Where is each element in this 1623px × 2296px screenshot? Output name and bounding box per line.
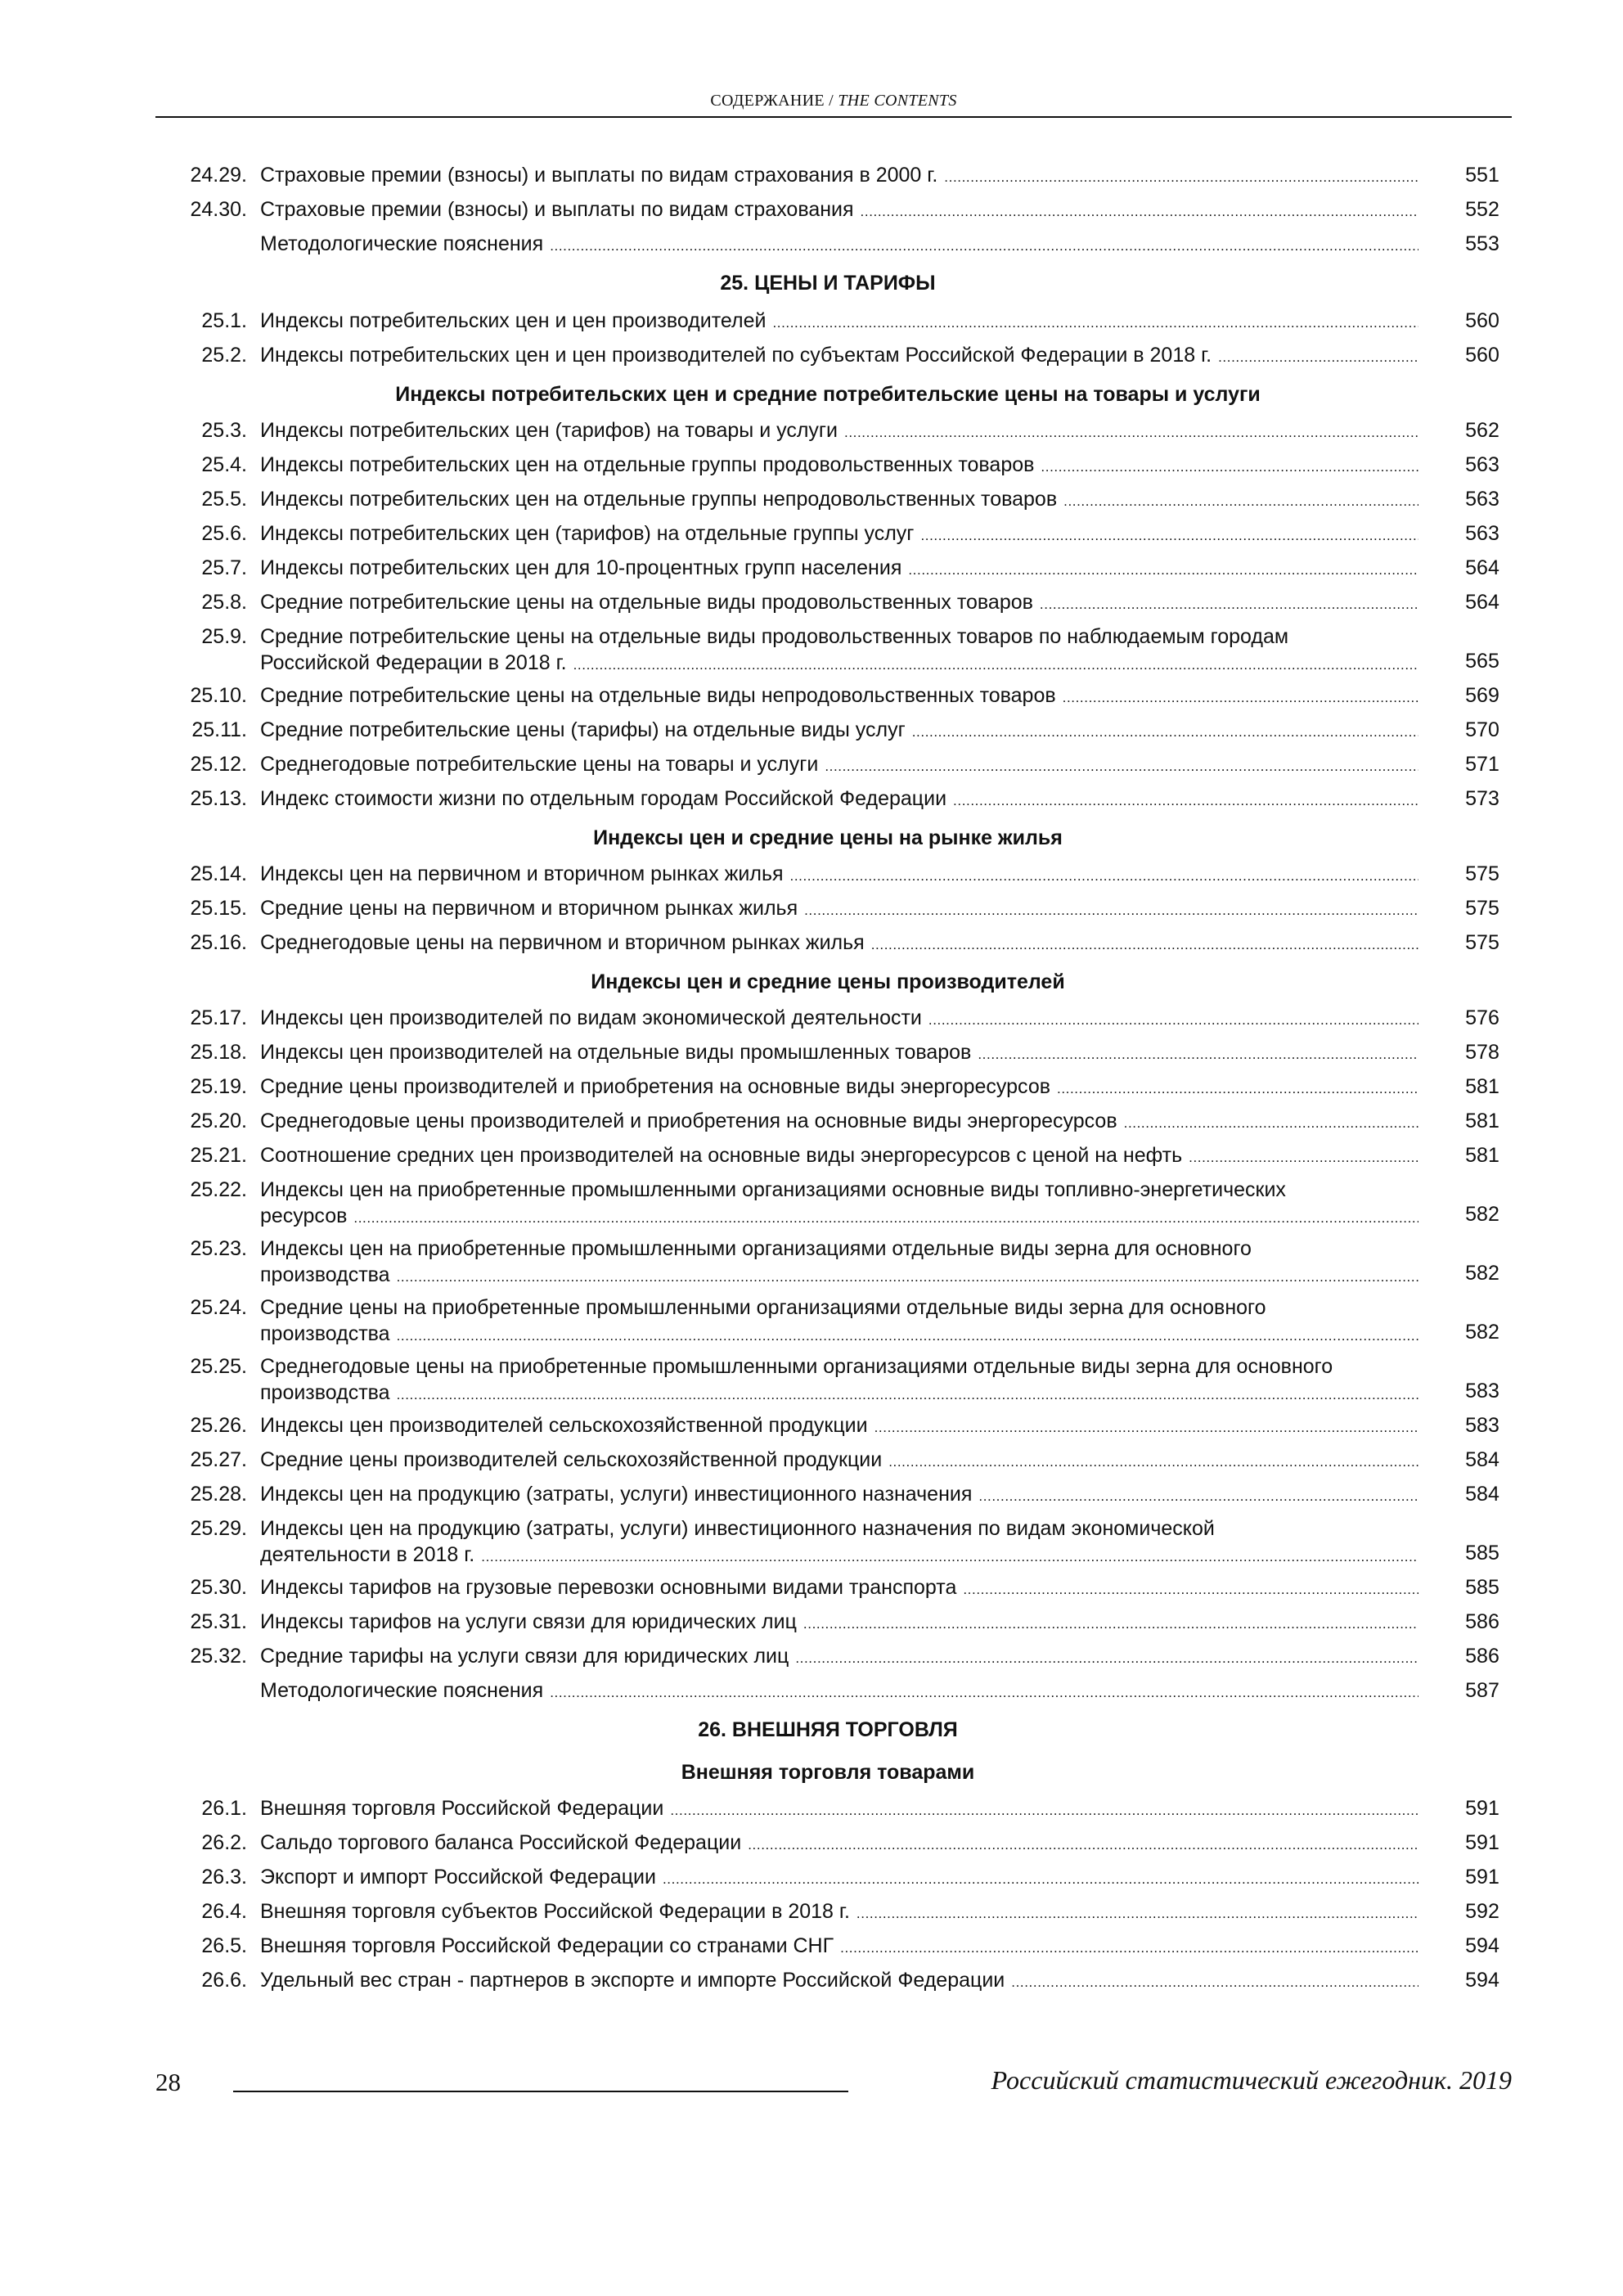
entry-number: 26.6. [201,1969,247,1992]
toc-entry[interactable] [0,231,1623,265]
dot-leader [1011,1970,1418,1996]
entry-title: Средние потребительские цены на отдельные виды продовольственных товаров [260,591,1033,614]
dot-leader [944,164,1418,191]
entry-page: 591 [1465,1797,1499,1820]
entry-title: Индексы потребительских цен (тарифов) на отдельные группы услуг [260,522,915,545]
toc-entry[interactable] [0,1005,1623,1039]
entry-number: 25.18. [190,1041,247,1064]
dot-leader [748,1832,1418,1858]
dot-leader [963,1577,1418,1603]
entry-title: Индексы цен на продукцию (затраты, услуги) инвестиционного назначения [260,1483,973,1506]
entry-title: Средние тарифы на услуги связи для юридических лиц [260,1645,789,1668]
dot-leader [874,1415,1418,1441]
entry-title: Внешняя торговля Российской Федерации со странами СНГ [260,1934,834,1957]
dot-leader [1040,592,1418,618]
entry-page: 563 [1465,453,1499,476]
entry-title: Внешняя торговля субъектов Российской Федерации в 2018 г. [260,1900,850,1923]
entry-number: 25.4. [201,453,247,476]
dot-leader [928,1007,1418,1033]
entry-page: 563 [1465,488,1499,511]
dot-leader [1218,344,1418,371]
entry-number: 25.28. [190,1483,247,1506]
entry-title: Индексы цен производителей на отдельные виды промышленных товаров [260,1041,972,1064]
entry-title: Индексы цен на первичном и вторичном рынках жилья [260,862,784,885]
entry-number: 25.27. [190,1448,247,1471]
entry-number: 25.20. [190,1110,247,1132]
entry-page: 575 [1465,862,1499,885]
entry-title-line1: Индексы цен на приобретенные промышленными организациями основные виды топливно-энергетических [260,1178,1286,1201]
toc-entry[interactable] [0,1609,1623,1643]
entry-title: деятельности в 2018 г. [260,1543,475,1566]
dot-leader [397,1323,1418,1349]
entry-title: Внешняя торговля Российской Федерации [260,1797,664,1820]
entry-page: 586 [1465,1610,1499,1633]
header-en: THE CONTENTS [838,92,957,110]
entry-page: 575 [1465,897,1499,920]
dot-leader [353,1205,1418,1231]
entry-number: 25.26. [190,1414,247,1437]
entry-page: 564 [1465,556,1499,579]
dot-leader [908,557,1418,583]
header-ru: СОДЕРЖАНИЕ / [710,92,838,110]
entry-number: 25.21. [190,1144,247,1167]
entry-number: 25.12. [190,753,247,776]
entry-title: Средние потребительские цены на отдельные виды непродовольственных товаров [260,684,1056,707]
entry-title: Среднегодовые потребительские цены на товары и услуги [260,753,819,776]
dot-leader [1124,1110,1418,1137]
dot-leader [920,523,1418,549]
entry-page: 592 [1465,1900,1499,1923]
toc-entry[interactable] [0,1177,1623,1236]
toc-entry[interactable] [0,1412,1623,1447]
entry-title: Индексы потребительских цен на отдельные группы продовольственных товаров [260,453,1035,476]
dot-leader [1063,488,1418,515]
entry-number: 25.8. [201,591,247,614]
entry-title: Страховые премии (взносы) и выплаты по видам страхования [260,198,854,221]
entry-page: 583 [1465,1414,1499,1437]
entry-page: 570 [1465,718,1499,741]
entry-title: ресурсов [260,1204,348,1227]
dot-leader [663,1866,1418,1893]
entry-title: Страховые премии (взносы) и выплаты по видам страхования в 2000 г. [260,164,938,187]
dot-leader [978,1042,1418,1068]
entry-number: 24.30. [190,198,247,221]
entry-page: 581 [1465,1075,1499,1098]
toc-entry[interactable] [0,717,1623,751]
section-heading: Индексы потребительских цен и средние потребительские цены на товары и услуги [395,383,1261,406]
entry-number: 25.24. [190,1296,247,1319]
dot-leader [856,1901,1418,1927]
entry-number: 26.4. [201,1900,247,1923]
entry-title: Индексы потребительских цен и цен производителей [260,309,767,332]
entry-number: 25.2. [201,344,247,367]
entry-page: 586 [1465,1645,1499,1668]
entry-number: 25.32. [190,1645,247,1668]
entry-page: 585 [1465,1542,1499,1564]
dot-leader [550,1680,1418,1706]
entry-page: 576 [1465,1006,1499,1029]
dot-leader [481,1544,1418,1570]
entry-title: Индексы потребительских цен и цен производителей по субъектам Российской Федерации в 2018 г. [260,344,1212,367]
chapter-heading: 25. ЦЕНЫ И ТАРИФЫ [720,272,936,295]
toc-entry[interactable] [0,682,1623,717]
entry-number: 26.1. [201,1797,247,1820]
entry-title-line1: Средние цены на приобретенные промышленными организациями отдельные виды зерна для основного [260,1296,1266,1319]
entry-title-line1: Индексы цен на приобретенные промышленными организациями отдельные виды зерна для основного [260,1237,1252,1260]
dot-leader [861,199,1418,225]
toc-entry[interactable] [0,486,1623,520]
entry-number: 25.15. [190,897,247,920]
entry-number: 25.10. [190,684,247,707]
publication-title: Российский статистический ежегодник. 2019 [991,2065,1512,2095]
toc-entry[interactable] [0,589,1623,624]
toc-entry[interactable] [0,1294,1623,1353]
dot-leader [790,863,1418,889]
entry-title: Индексы цен производителей сельскохозяйственной продукции [260,1414,868,1437]
toc-entry[interactable] [0,1677,1623,1712]
entry-number: 25.19. [190,1075,247,1098]
entry-title: Индексы потребительских цен (тарифов) на товары и услуги [260,419,838,442]
entry-page: 582 [1465,1321,1499,1344]
dot-leader [804,898,1418,924]
toc-entry[interactable] [0,1967,1623,2001]
toc-entry[interactable] [0,1353,1623,1412]
toc-entry[interactable] [0,342,1623,376]
entry-number: 25.30. [190,1576,247,1599]
entry-title: производства [260,1263,390,1286]
dot-leader [1063,685,1418,711]
entry-number: 25.31. [190,1610,247,1633]
toc-entry[interactable] [0,1142,1623,1177]
toc-entry[interactable] [0,1447,1623,1481]
footer-rule [233,2091,848,2092]
dot-leader [795,1645,1418,1672]
header-rule [155,116,1512,118]
entry-page: 594 [1465,1969,1499,1992]
entry-title: Соотношение средних цен производителей на основные виды энергоресурсов с ценой на нефть [260,1144,1183,1167]
entry-number: 25.25. [190,1355,247,1378]
entry-page: 585 [1465,1576,1499,1599]
entry-page: 583 [1465,1380,1499,1402]
entry-page: 560 [1465,309,1499,332]
entry-number: 25.14. [190,862,247,885]
entry-title: Удельный вес стран - партнеров в экспорте и импорте Российской Федерации [260,1969,1005,1992]
toc-entry[interactable] [0,1830,1623,1864]
dot-leader [772,310,1418,336]
entry-page: 587 [1465,1679,1499,1702]
entry-number: 24.29. [190,164,247,187]
toc-entry[interactable] [0,1515,1623,1574]
toc-entry[interactable] [0,1933,1623,1967]
entry-number: 25.13. [190,787,247,810]
toc-entry[interactable] [0,1074,1623,1108]
entry-number: 25.23. [190,1237,247,1260]
entry-title: производства [260,1322,390,1345]
entry-number: 25.16. [190,931,247,954]
entry-number: 26.5. [201,1934,247,1957]
dot-leader [825,754,1418,780]
entry-title: Среднегодовые цены на первичном и вторичном рынках жилья [260,931,865,954]
entry-title-line1: Средние потребительские цены на отдельные виды продовольственных товаров по наблюдаемым городам [260,625,1289,648]
dot-leader [670,1798,1418,1824]
dot-leader [1041,454,1418,480]
entry-page: 563 [1465,522,1499,545]
toc-entry[interactable] [0,555,1623,589]
dot-leader [978,1483,1418,1510]
toc-entry[interactable] [0,196,1623,231]
entry-number: 25.11. [191,718,247,741]
section-heading: Внешняя торговля товарами [681,1761,975,1784]
entry-title: Сальдо торгового баланса Российской Федерации [260,1831,742,1854]
entry-title: Индекс стоимости жизни по отдельным городам Российской Федерации [260,787,947,810]
dot-leader [912,719,1418,745]
entry-page: 582 [1465,1262,1499,1285]
table-of-contents [0,162,1623,2001]
entry-page: 575 [1465,931,1499,954]
entry-number: 26.3. [201,1866,247,1889]
toc-entry[interactable] [0,1795,1623,1830]
dot-leader [871,932,1418,958]
entry-page: 562 [1465,419,1499,442]
toc-entry[interactable] [0,1643,1623,1677]
toc-entry[interactable] [0,786,1623,820]
toc-entry[interactable] [0,1864,1623,1898]
dot-leader [840,1935,1418,1961]
entry-page: 552 [1465,198,1499,221]
toc-entry[interactable] [0,1039,1623,1074]
entry-number: 25.3. [201,419,247,442]
toc-entry[interactable] [0,417,1623,452]
entry-number: 25.5. [201,488,247,511]
toc-entry[interactable] [0,1108,1623,1142]
toc-entry[interactable] [0,861,1623,895]
entry-number: 25.7. [201,556,247,579]
entry-title: Средние цены на первичном и вторичном рынках жилья [260,897,798,920]
entry-page: 560 [1465,344,1499,367]
entry-title: Средние цены производителей и приобретения на основные виды энергоресурсов [260,1075,1051,1098]
dot-leader [397,1382,1418,1408]
entry-number: 25.17. [190,1006,247,1029]
entry-title-line1: Среднегодовые цены на приобретенные промышленными организациями отдельные виды зерна для основного [260,1355,1333,1378]
entry-page: 564 [1465,591,1499,614]
entry-page: 578 [1465,1041,1499,1064]
toc-entry[interactable] [0,624,1623,682]
toc-entry[interactable] [0,1236,1623,1294]
page-number: 28 [155,2068,181,2096]
entry-page: 551 [1465,164,1499,187]
dot-leader [573,652,1418,678]
entry-title: Индексы потребительских цен для 10-процентных групп населения [260,556,902,579]
toc-entry[interactable] [0,1481,1623,1515]
toc-entry[interactable] [0,1574,1623,1609]
entry-title: Средние потребительские цены (тарифы) на отдельные виды услуг [260,718,906,741]
entry-title: производства [260,1381,390,1404]
entry-title: Экспорт и импорт Российской Федерации [260,1866,656,1889]
dot-leader [953,788,1418,814]
entry-page: 582 [1465,1203,1499,1226]
entry-page: 584 [1465,1448,1499,1471]
dot-leader [1189,1145,1418,1171]
entry-number: 26.2. [201,1831,247,1854]
toc-entry[interactable] [0,1898,1623,1933]
entry-page: 565 [1465,650,1499,673]
entry-title: Индексы тарифов на грузовые перевозки основными видами транспорта [260,1576,957,1599]
entry-page: 591 [1465,1831,1499,1854]
entry-number: 25.29. [190,1517,247,1540]
chapter-heading: 26. ВНЕШНЯЯ ТОРГОВЛЯ [698,1718,958,1741]
entry-title: Индексы потребительских цен на отдельные группы непродовольственных товаров [260,488,1058,511]
entry-title: Методологические пояснения [260,232,544,255]
entry-page: 553 [1465,232,1499,255]
toc-entry[interactable] [0,751,1623,786]
dot-leader [397,1264,1418,1290]
dot-leader [1057,1076,1418,1102]
entry-number: 25.1. [201,309,247,332]
entry-page: 571 [1465,753,1499,776]
section-heading: Индексы цен и средние цены на рынке жилья [593,826,1063,849]
dot-leader [550,233,1418,259]
entry-number: 25.6. [201,522,247,545]
entry-page: 584 [1465,1483,1499,1506]
entry-title: Индексы цен производителей по видам экономической деятельности [260,1006,922,1029]
entry-page: 581 [1465,1110,1499,1132]
dot-leader [888,1449,1418,1475]
toc-entry[interactable] [0,895,1623,930]
section-heading: Индексы цен и средние цены производителей [591,970,1065,993]
entry-title-line1: Индексы цен на продукцию (затраты, услуги) инвестиционного назначения по видам экономической [260,1517,1215,1540]
toc-entry[interactable] [0,162,1623,196]
toc-entry[interactable] [0,520,1623,555]
toc-entry[interactable] [0,452,1623,486]
entry-title: Среднегодовые цены производителей и приобретения на основные виды энергоресурсов [260,1110,1117,1132]
entry-page: 569 [1465,684,1499,707]
running-header [155,92,1512,110]
entry-page: 573 [1465,787,1499,810]
entry-page: 594 [1465,1934,1499,1957]
entry-number: 25.22. [190,1178,247,1201]
entry-title: Средние цены производителей сельскохозяйственной продукции [260,1448,883,1471]
toc-entry[interactable] [0,308,1623,342]
entry-title: Методологические пояснения [260,1679,544,1702]
entry-title: Индексы тарифов на услуги связи для юридических лиц [260,1610,797,1633]
entry-number: 25.9. [201,625,247,648]
toc-entry[interactable] [0,930,1623,964]
dot-leader [844,420,1418,446]
dot-leader [803,1611,1418,1637]
entry-page: 581 [1465,1144,1499,1167]
entry-page: 591 [1465,1866,1499,1889]
entry-title: Российской Федерации в 2018 г. [260,651,567,674]
